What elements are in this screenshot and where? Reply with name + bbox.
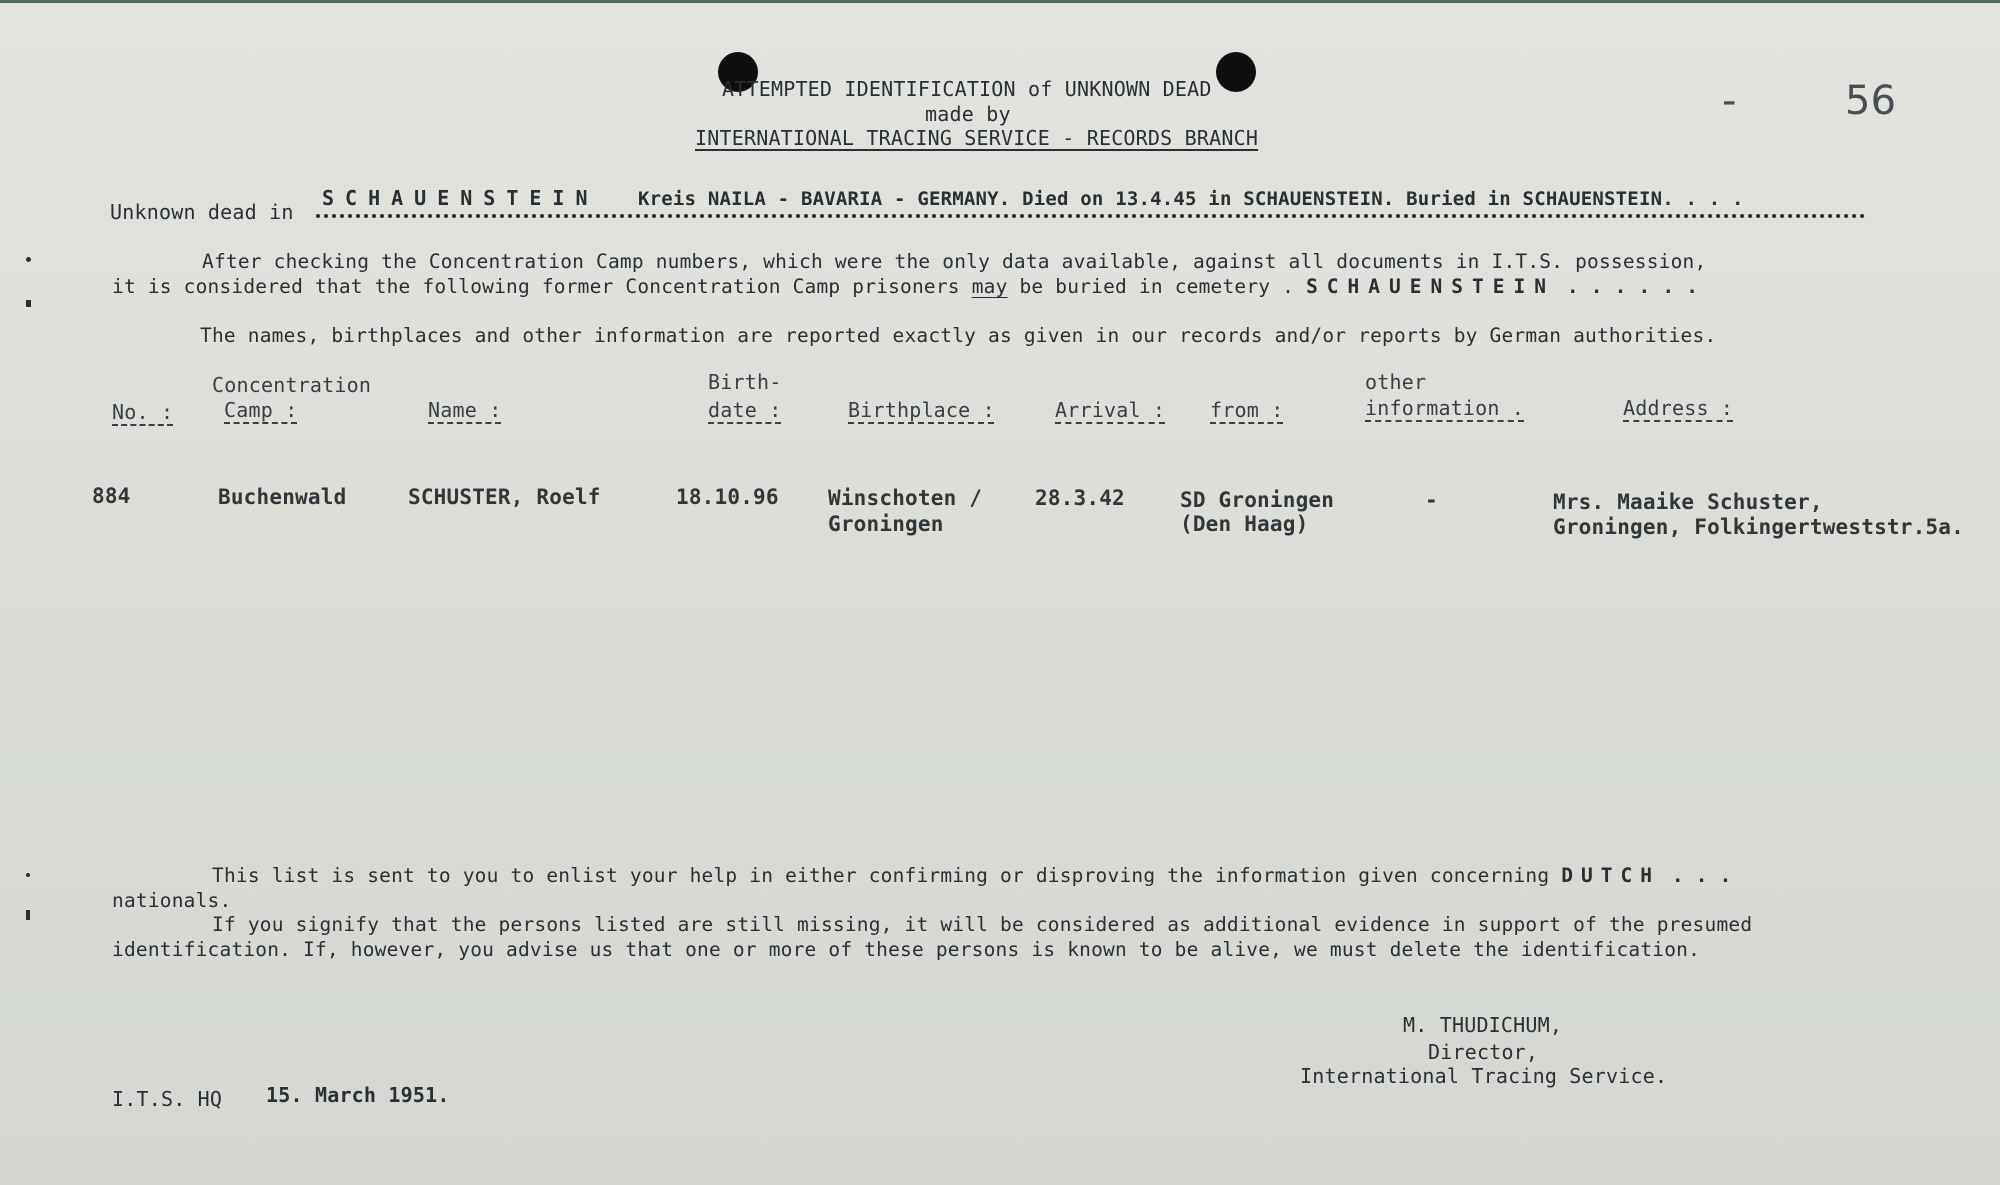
closing-line1-pre: This list is sent to you to enlist your help in either confirming or disproving the information given concerning (212, 864, 1550, 887)
header-address: Address : (1623, 396, 1734, 420)
cell-from-line1: SD Groningen (1180, 488, 1335, 512)
header-arrival: Arrival : (1055, 398, 1166, 422)
unknown-dead-label: Unknown dead in (110, 200, 294, 224)
header-no: No. : (112, 400, 174, 424)
paragraph2: The names, birthplaces and other information are reported exactly as given in our records and/or reports by German authorities. (200, 324, 1717, 347)
footer-date: 15. March 1951. (266, 1083, 450, 1107)
footer-place: I.T.S. HQ (112, 1087, 223, 1111)
margin-mark-2 (26, 300, 31, 307)
signature-title: Director, (1428, 1040, 1539, 1064)
cell-address-line2: Groningen, Folkingertweststr.5a. (1553, 515, 1964, 539)
cell-birthdate: 18.10.96 (676, 485, 779, 509)
signature-org: International Tracing Service. (1300, 1064, 1668, 1088)
closing-line1 (212, 864, 1732, 887)
page-number: 56 (1845, 78, 1897, 124)
header-name: Name : (428, 398, 502, 422)
header-camp-line1: Concentration (212, 373, 372, 397)
paragraph1-line2 (112, 275, 1698, 298)
punch-hole-right (1216, 52, 1256, 92)
closing-line4: identification. If, however, you advise us that one or more of these persons is known to be alive, we must delete the identification. (112, 938, 1701, 961)
margin-mark-1 (26, 257, 31, 262)
title-line-1: ATTEMPTED IDENTIFICATION of UNKNOWN DEAD (722, 77, 1212, 101)
title-line-3: INTERNATIONAL TRACING SERVICE - RECORDS BRANCH (695, 126, 1259, 150)
cell-other: - (1425, 488, 1438, 512)
paragraph1-may: may (971, 275, 1008, 298)
cell-from-line2: (Den Haag) (1180, 512, 1309, 536)
paragraph1-line1: After checking the Concentration Camp numbers, which were the only data available, against all documents in I.T.S. possession, (202, 250, 1707, 273)
header-from: from : (1210, 398, 1284, 422)
cell-arrival: 28.3.42 (1035, 486, 1125, 510)
paragraph1-line2-pre: it is considered that the following former Concentration Camp prisoners (112, 275, 960, 298)
unknown-dead-place: SCHAUENSTEIN (322, 186, 599, 210)
closing-line2: nationals. (112, 889, 232, 912)
margin-mark-3 (26, 873, 30, 877)
header-birthdate-line1: Birth- (708, 370, 782, 394)
cell-birthplace-line1: Winschoten / (828, 486, 983, 510)
cell-no: 884 (92, 484, 131, 508)
signature-name: M. THUDICHUM, (1403, 1013, 1563, 1037)
cell-camp: Buchenwald (218, 485, 347, 509)
dotted-fill-line (316, 214, 1866, 218)
header-other-line1: other (1365, 370, 1427, 394)
cemetery-name: SCHAUENSTEIN (1306, 275, 1555, 298)
header-camp-line2: Camp : (224, 398, 298, 422)
header-birthplace: Birthplace : (848, 398, 995, 422)
closing-trail: . . . (1671, 864, 1732, 887)
header-other-line2: information . (1365, 396, 1525, 420)
closing-nationality: DUTCH (1561, 864, 1660, 887)
cemetery-trail: . . . . . . (1566, 275, 1699, 298)
cell-name: SCHUSTER, Roelf (408, 485, 601, 509)
closing-line3: If you signify that the persons listed are still missing, it will be considered as additional evidence in support of the presumed (212, 913, 1753, 936)
title-line-2: made by (925, 102, 1011, 126)
paragraph1-line2-post: be buried in cemetery . (1019, 275, 1295, 298)
cell-address-line1: Mrs. Maaike Schuster, (1553, 490, 1823, 514)
margin-mark-4 (26, 910, 30, 920)
unknown-dead-details: Kreis NAILA - BAVARIA - GERMANY. Died on 13.4.45 in SCHAUENSTEIN. Buried in SCHAUENSTEIN. . . . (638, 188, 1744, 210)
header-birthdate-line2: date : (708, 398, 782, 422)
top-border (0, 0, 2000, 3)
cell-birthplace-line2: Groningen (828, 512, 944, 536)
page-dash: - (1722, 78, 1737, 124)
